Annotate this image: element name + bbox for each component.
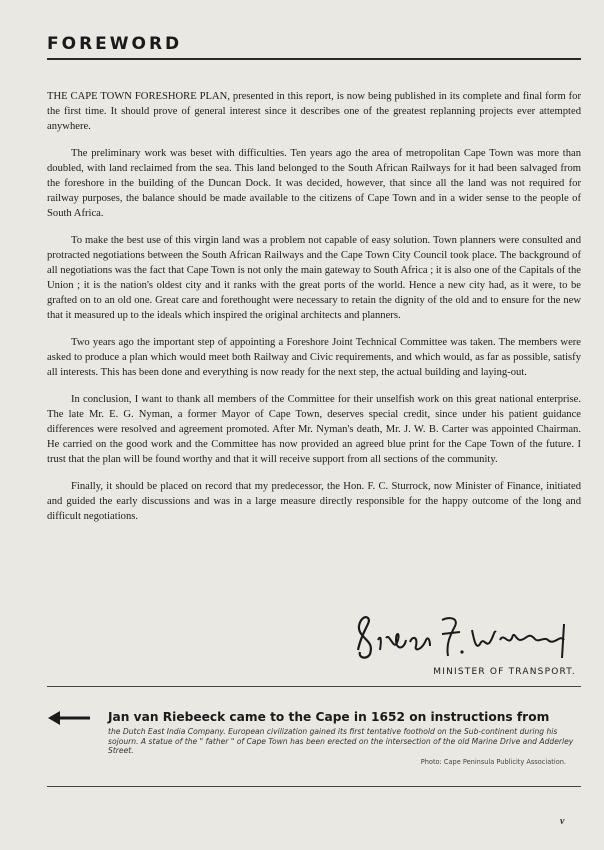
caption-body: the Dutch East India Company. European civilization gained its first tentative foothold on the Sub-continent during his sojourn. A statue of the " father " of Cape Town has been erected on the intersection of the old Marine Drive and Adderley Street. xyxy=(108,727,574,755)
paragraph-5: In conclusion, I want to thank all members of the Committee for their unselfish work on this great national enterprise. The late Mr. E. G. Nyman, a former Mayor of Cape Town, deserves special credit, since under his patient guidance differences were resolved and agreement promoted. After Mr. Nyman's death, Mr. J. W. B. Carter was appointed Chairman. He carried on the good work and the Committee has now provided an agreed blue print for the Cape Town of the future. I trust that the plan will be found worthy and that it will receive support from all sections of the community. xyxy=(47,394,581,465)
paragraph-1: THE CAPE TOWN FORESHORE PLAN, presented in this report, is now being published in its complete and final form for the first time. It should prove of general interest since it describes one of the greatest replanning projects ever attempted anywhere. xyxy=(47,91,581,132)
left-arrow-icon xyxy=(48,711,90,725)
paragraph-2: The preliminary work was beset with difficulties. Ten years ago the area of metropolitan Cape Town was more than doubled, with land reclaimed from the sea. This land belonged to the South African Railways for it had been salvaged from the foreshore in the building of the Duncan Dock. It was decided, however, that since all the land was not required for railway purposes, the balance should be made available to the citizens of Cape Town and in a wider sense to the people of South Africa. xyxy=(47,148,581,219)
page-number: v xyxy=(560,816,565,827)
photo-credit: Photo: Cape Peninsula Publicity Association. xyxy=(420,758,566,766)
foreword-body xyxy=(47,89,581,536)
caption-title: Jan van Riebeeck came to the Cape in 1652 on instructions from xyxy=(108,710,550,724)
paragraph-3: To make the best use of this virgin land was a problem not capable of easy solution. Town planners were consulted and protracted negotiations between the South African Railways and the Cape Town City Council took place. The background of all negotiations was the fact that Cape Town is not only the main gateway to South Africa ; it is also one of the Capitals of the Union ; it is the nation's oldest city and it ranks with the great ports of the world. Hence a new city had, as it were, to be grafted on to an old one. Great care and forethought were necessary to retain the dignity of the old and to ensure for the new that it measured up to the ideals which inspired the original architects and planners. xyxy=(47,235,581,321)
signatory-title: MINISTER OF TRANSPORT. xyxy=(433,667,576,677)
caption-bottom-rule xyxy=(47,786,581,787)
heading-rule xyxy=(47,58,581,60)
page-heading: FOREWORD xyxy=(47,34,183,54)
paragraph-6: Finally, it should be placed on record that my predecessor, the Hon. F. C. Sturrock, now Minister of Finance, initiated and guided the early discussions and was in a large measure directly responsible for the happy outcome of the long and difficult negotiations. xyxy=(47,481,581,522)
handwritten-signature xyxy=(350,610,580,665)
paragraph-4: Two years ago the important step of appointing a Foreshore Joint Technical Committee was taken. The members were asked to produce a plan which would meet both Railway and Civic requirements, and which would, as far as possible, satisfy all interests. This has been done and everything is now ready for the next step, the actual building and laying-out. xyxy=(47,337,581,378)
caption-top-rule xyxy=(47,686,581,687)
